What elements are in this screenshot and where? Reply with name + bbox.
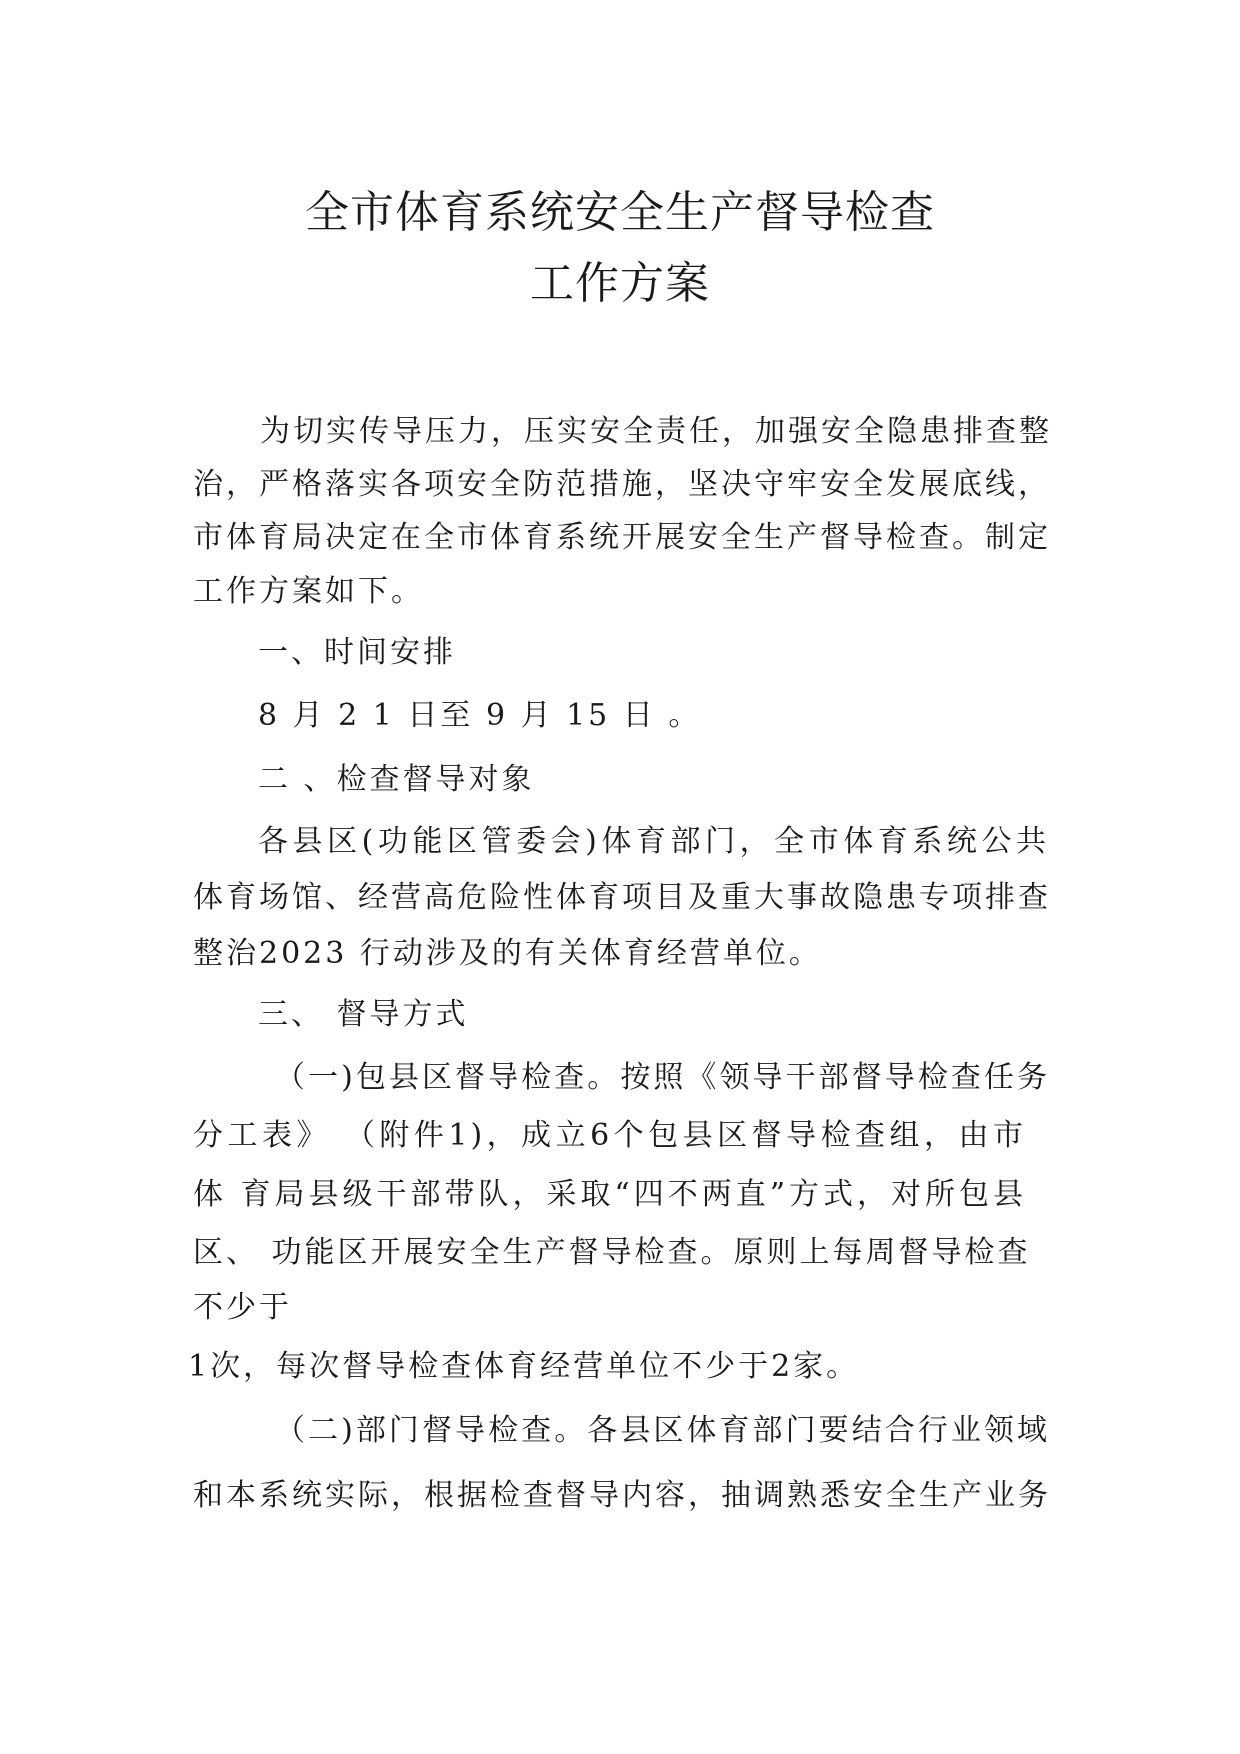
paragraph-targets-line3: 整治2023 行动涉及的有关体育经营单位。 xyxy=(193,936,822,971)
paragraph-intro-line3: 市体育局决定在全市体育系统开展安全生产督导检查。制定 xyxy=(193,520,1051,555)
section-heading-methods: 三、 督导方式 xyxy=(258,997,469,1032)
paragraph-method1-line3: 体 育局县级干部带队，采取“四不两直”方式，对所包县 xyxy=(193,1177,1026,1212)
paragraph-method1-line1: （一)包县区督导检查。按照《领导干部督导检查任务 xyxy=(275,1060,1050,1095)
section-heading-schedule: 一、时间安排 xyxy=(258,635,456,670)
document-title-line1: 全市体育系统安全生产督导检查 xyxy=(305,187,935,238)
paragraph-targets-line2: 体育场馆、经营高危险性体育项目及重大事故隐患专项排查 xyxy=(193,880,1051,915)
paragraph-method1-line2: 分工表》 （附件1)，成立6个包县区督导检查组，由市 xyxy=(193,1118,1026,1153)
paragraph-method1-line6: 1次，每次督导检查体育经营单位不少于2家。 xyxy=(188,1349,860,1384)
paragraph-method2-line2: 和本系统实际，根据检查督导内容，抽调熟悉安全生产业务 xyxy=(193,1478,1051,1513)
paragraph-method1-line5: 不少于 xyxy=(193,1290,292,1325)
paragraph-method2-line1: （二)部门督导检查。各县区体育部门要结合行业领域 xyxy=(275,1413,1050,1448)
schedule-dates: 8 月 2 1 日至 9 月 15 日 。 xyxy=(258,698,702,733)
paragraph-method1-line4: 区、 功能区开展安全生产督导检查。原则上每周督导检查 xyxy=(193,1235,1031,1270)
paragraph-intro-line2: 治，严格落实各项安全防范措施，坚决守牢安全发展底线， xyxy=(193,467,1051,502)
paragraph-intro-line1: 为切实传导压力，压实安全责任，加强安全隐患排查整 xyxy=(260,414,1052,449)
paragraph-intro-line4: 工作方案如下。 xyxy=(193,574,424,609)
section-heading-targets: 二 、检查督导对象 xyxy=(258,762,535,797)
paragraph-targets-line1: 各县区(功能区管委会)体育部门，全市体育系统公共 xyxy=(258,824,1049,859)
document-title-line2: 工作方案 xyxy=(530,258,710,309)
